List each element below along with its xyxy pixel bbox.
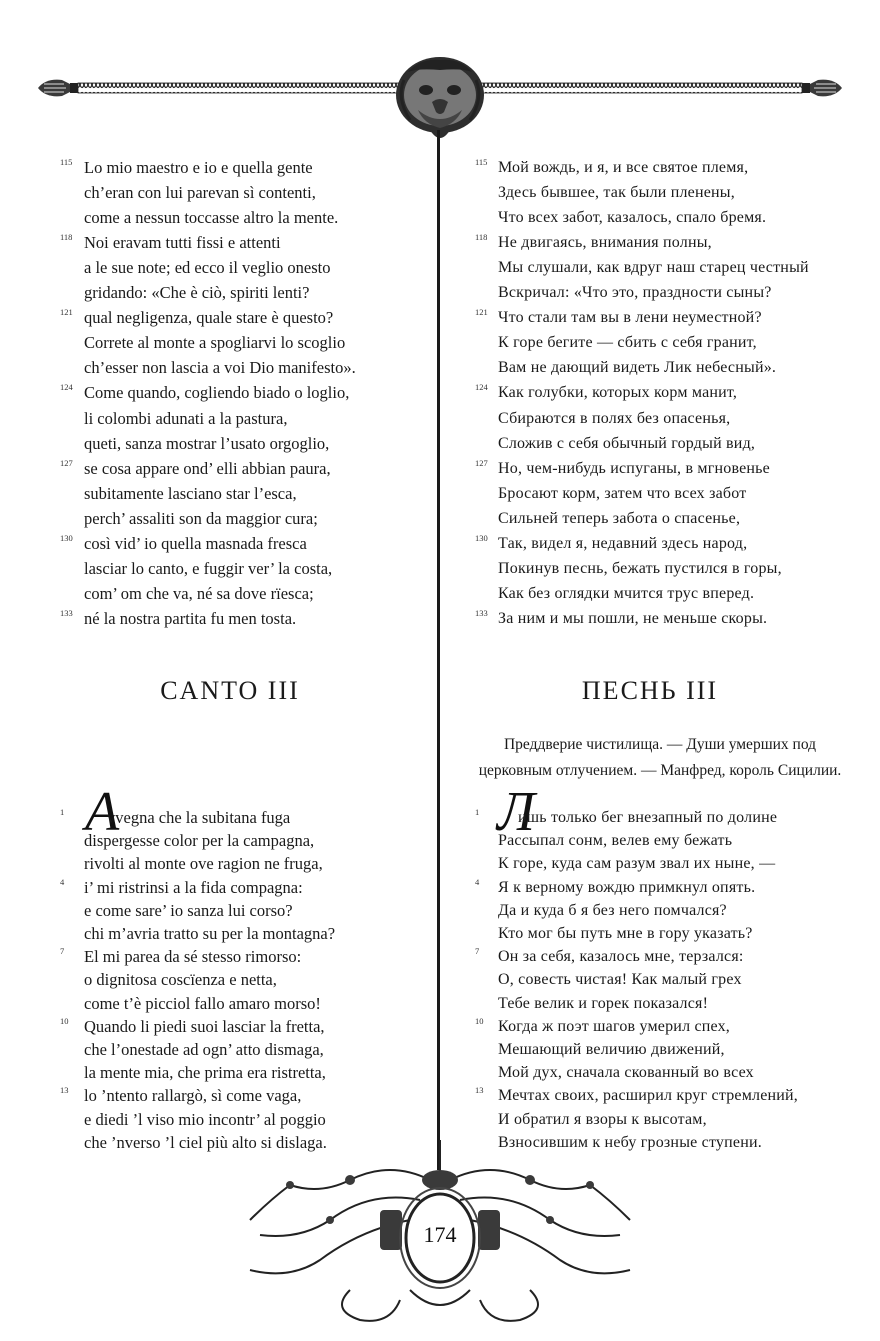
verse-line: Тебе велик и горек показался! bbox=[498, 994, 709, 1012]
lion-mask-icon bbox=[396, 57, 484, 138]
verse-line: Взносившим к небу грозные ступени. bbox=[498, 1133, 762, 1151]
russian-drop-cap: Л bbox=[497, 781, 535, 843]
verse-line: ишь только бег внезапный по долине bbox=[518, 809, 778, 826]
verse-line: Сбираются в полях без опасенья, bbox=[498, 409, 731, 427]
verse-line: o dignitosa coscïenza e netta, bbox=[84, 970, 277, 990]
italian-canto-title: CANTO III bbox=[160, 676, 300, 705]
verse-line: Так, видел я, недавний здесь народ, bbox=[498, 534, 748, 552]
line-number: 130 bbox=[60, 532, 73, 543]
verse-line: subitamente lasciano star l’esca, bbox=[84, 483, 297, 503]
line-number: 121 bbox=[60, 307, 73, 318]
verse-line: Noi eravam tutti fissi e attenti bbox=[84, 233, 281, 253]
line-number: 127 bbox=[475, 457, 488, 468]
line-number: 115 bbox=[475, 157, 488, 167]
line-number: 4 bbox=[475, 876, 480, 887]
verse-line: Correte al monte a spogliarvi lo scoglio bbox=[84, 333, 346, 353]
verse-line: qual negligenza, quale stare è questo? bbox=[84, 308, 334, 328]
verse-line: К горе бегите — сбить с себя гранит, bbox=[498, 334, 757, 352]
verse-line: Как голубки, которых корм манит, bbox=[498, 384, 738, 402]
verse-line: come t’è picciol fallo amaro morso! bbox=[84, 993, 321, 1013]
verse-line: Рассыпал сонм, велев ему бежать bbox=[498, 832, 733, 850]
verse-line: И обратил я взоры к высотам, bbox=[498, 1110, 707, 1128]
right-finial-icon bbox=[802, 80, 842, 97]
top-ornament-rod bbox=[0, 50, 880, 160]
verse-line: né la nostra partita fu men tosta. bbox=[84, 608, 297, 628]
line-number: 7 bbox=[60, 946, 65, 957]
line-number: 133 bbox=[60, 607, 73, 618]
verse-line: com’ om che va, né sa dove rïesca; bbox=[84, 583, 314, 603]
line-number: 121 bbox=[475, 307, 488, 318]
verse-line: Come quando, cogliendo biado o loglio, bbox=[84, 383, 350, 403]
verse-line: Я к верному вождю примкнул опять. bbox=[498, 878, 756, 896]
verse-line: Мечтах своих, расширил круг стремлений, bbox=[498, 1087, 799, 1105]
verse-line: e come sare’ io sanza lui corso? bbox=[84, 900, 293, 920]
verse-line: К горе, куда сам разум звал их ныне, — bbox=[498, 855, 776, 873]
verse-line: El mi parea da sé stesso rimorso: bbox=[84, 947, 302, 967]
line-number: 124 bbox=[60, 382, 73, 393]
verse-line: vvegna che la subitana fuga bbox=[107, 808, 291, 827]
line-number: 124 bbox=[475, 382, 488, 393]
verse-line: Quando li piedi suoi lasciar la fretta, bbox=[84, 1016, 325, 1036]
verse-line: Вскричал: «Что это, праздности сыны? bbox=[498, 284, 772, 302]
verse-line: che l’onestade ad ogn’ atto dismaga, bbox=[84, 1040, 324, 1059]
verse-line: rivolti al monte ove ragion ne fruga, bbox=[84, 854, 323, 874]
left-finial-icon bbox=[38, 80, 78, 97]
line-number: 118 bbox=[60, 232, 73, 243]
line-number: 130 bbox=[475, 532, 488, 543]
verse-line: Бросают корм, затем что всех забот bbox=[498, 484, 747, 502]
page-number: 174 bbox=[423, 1222, 457, 1247]
verse-line: dispergesse color per la campagna, bbox=[84, 831, 315, 851]
verse-line: così vid’ io quella masnada fresca bbox=[84, 533, 307, 553]
verse-line: Мой вождь, и я, и все святое племя, bbox=[498, 159, 749, 176]
verse-line: ch’esser non lascia a voi Dio manifesto». bbox=[84, 358, 356, 378]
verse-line: perch’ assaliti son da maggior cura; bbox=[84, 508, 318, 528]
verse-line: Не двигаясь, внимания полны, bbox=[498, 234, 712, 252]
russian-subtitle-line-1: Преддверие чистилища. — Души умерших под bbox=[503, 736, 817, 753]
italian-drop-cap: A bbox=[85, 781, 120, 843]
line-number: 7 bbox=[475, 946, 480, 957]
verse-line: Но, чем-нибудь испуганы, в мгновенье bbox=[498, 459, 770, 477]
verse-line: a le sue note; ed ecco il veglio onesto bbox=[84, 258, 331, 278]
line-number: 127 bbox=[60, 457, 73, 468]
verse-line: Мой дух, сначала скованный во всех bbox=[498, 1064, 754, 1082]
verse-line: se cosa appare ond’ elli abbian paura, bbox=[84, 458, 331, 478]
verse-line: Кто мог бы путь мне в гору указать? bbox=[498, 925, 753, 942]
verse-line: Что стали там вы в лени неуместной? bbox=[498, 309, 762, 327]
line-number: 4 bbox=[60, 876, 65, 887]
verse-line: Как без оглядки мчится трус вперед. bbox=[498, 584, 755, 602]
line-number: 133 bbox=[475, 607, 488, 618]
verse-line: come a nessun toccasse altro la mente. bbox=[84, 208, 339, 228]
verse-line: Lo mio maestro e io e quella gente bbox=[84, 158, 313, 177]
line-number: 13 bbox=[475, 1085, 484, 1096]
verse-line: Мы слушали, как вдруг наш старец честный bbox=[498, 259, 809, 277]
verse-line: О, совесть чистая! Как малый грех bbox=[498, 971, 742, 989]
center-divider-rule bbox=[437, 130, 440, 1170]
verse-line: che ’nverso ’l ciel più alto si dislaga. bbox=[84, 1132, 327, 1152]
verse-line: ch’eran con lui parevan sì contenti, bbox=[84, 183, 316, 203]
verse-line: Мешающий величию движений, bbox=[498, 1041, 725, 1058]
verse-line: i’ mi ristrinsi a la fida compagna: bbox=[84, 877, 303, 897]
verse-line: Покинув песнь, бежать пустился в горы, bbox=[498, 559, 782, 577]
verse-line: la mente mia, che prima era ristretta, bbox=[84, 1063, 326, 1083]
verse-line: Здесь бывшее, так были пленены, bbox=[498, 184, 735, 202]
line-number: 118 bbox=[475, 232, 488, 243]
verse-line: Сложив с себя обычный гордый вид, bbox=[498, 434, 756, 452]
line-number: 1 bbox=[475, 807, 480, 817]
verse-line: gridando: «Che è ciò, spiriti lenti? bbox=[84, 283, 310, 303]
russian-subtitle-line-2: церковным отлучением. — Манфред, король Сицилии. bbox=[478, 762, 842, 779]
russian-canto-title: ПЕСНЬ III bbox=[581, 676, 719, 705]
line-number: 115 bbox=[60, 157, 73, 167]
verse-line: lo ’ntento rallargò, sì come vaga, bbox=[84, 1086, 302, 1106]
line-number: 13 bbox=[60, 1085, 69, 1096]
line-number: 10 bbox=[475, 1015, 484, 1026]
verse-line: Он за себя, казалось мне, терзался: bbox=[498, 948, 744, 966]
verse-line: chi m’avria tratto su per la montagna? bbox=[84, 924, 336, 943]
verse-line: Вам не дающий видеть Лик небесный». bbox=[498, 359, 777, 377]
verse-line: queti, sanza mostrar l’usato orgoglio, bbox=[84, 433, 330, 453]
line-number: 10 bbox=[60, 1015, 69, 1026]
verse-line: Сильней теперь забота о спасенье, bbox=[498, 509, 741, 527]
line-number: 1 bbox=[60, 807, 65, 817]
verse-line: За ним и мы пошли, не меньше скоры. bbox=[498, 609, 768, 627]
verse-line: Да и куда б я без него помчался? bbox=[498, 901, 727, 919]
verse-line: Когда ж поэт шагов умерил спех, bbox=[498, 1017, 731, 1035]
verse-line: li colombi adunati a la pastura, bbox=[84, 408, 288, 428]
verse-line: e diedi ’l viso mio incontr’ al poggio bbox=[84, 1109, 326, 1129]
verse-line: Что всех забот, казалось, спало бремя. bbox=[498, 209, 767, 227]
verse-line: lasciar lo canto, e fuggir ver’ la costa, bbox=[84, 558, 333, 578]
